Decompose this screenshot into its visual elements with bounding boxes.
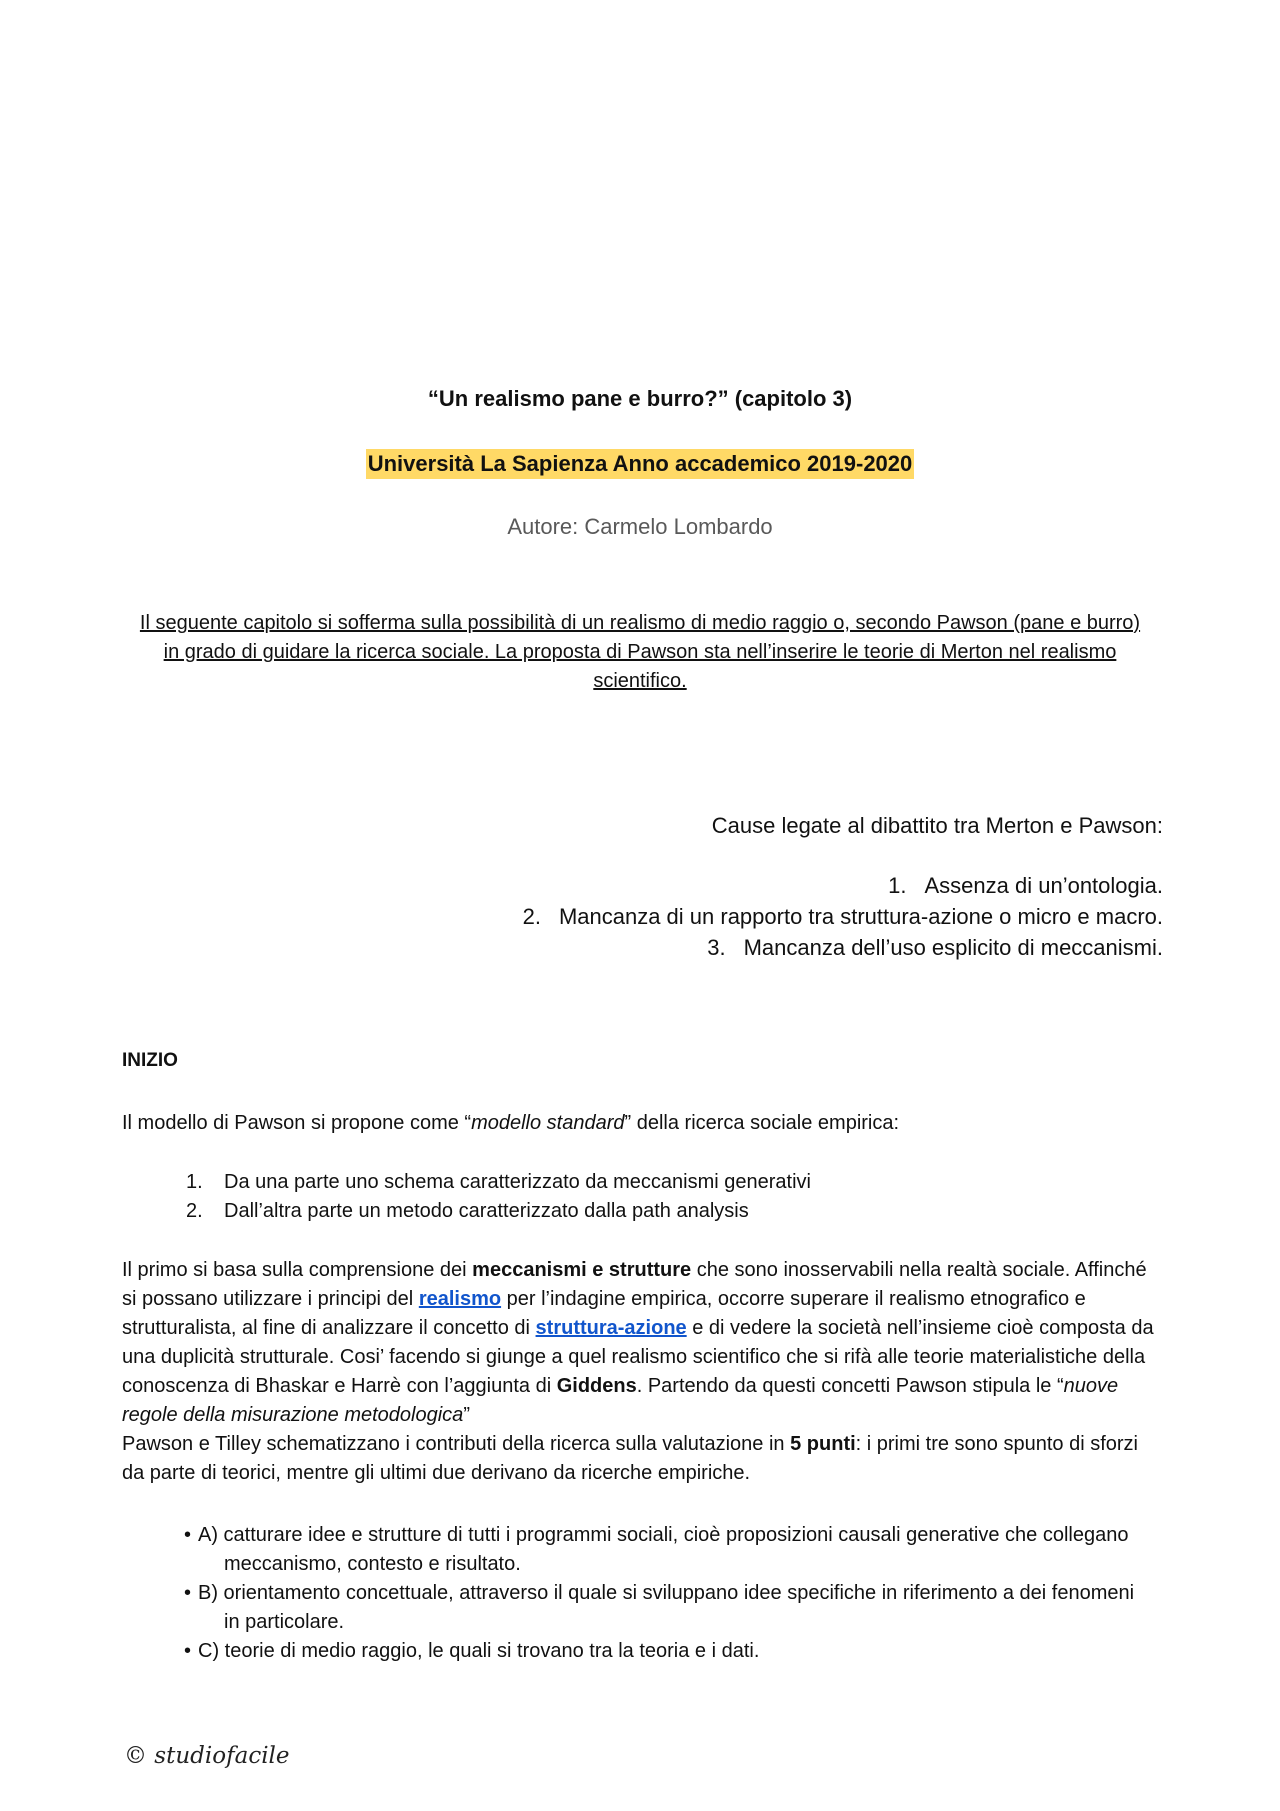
- causes-list-item: 1. Assenza di un’ontologia.: [888, 873, 1163, 898]
- university-line: [0, 449, 1280, 479]
- model-list-item: 1. Da una parte uno schema caratterizzato da meccanismi generativi: [186, 1171, 811, 1193]
- causes-list-item: 3. Mancanza dell’uso esplicito di meccanismi.: [707, 935, 1163, 960]
- realismo-link[interactable]: realismo: [418, 1288, 502, 1310]
- points-list-item: • B) orientamento concettuale, attraverso il quale si sviluppano idee specifiche in riferimento a dei fenomeni in particolare.: [184, 1582, 1135, 1633]
- document-title: “Un realismo pane e burro?” (capitolo 3): [427, 386, 853, 411]
- model-list-item: 2. Dall’altra parte un metodo caratterizzato dalla path analysis: [186, 1200, 749, 1222]
- points-list-item: • C) teorie di medio raggio, le quali si trovano tra la teoria e i dati.: [184, 1640, 760, 1662]
- model-intro-paragraph: Il modello di Pawson si propone come “modello standard” della ricerca sociale empirica:: [122, 1112, 900, 1134]
- body-paragraph: Il primo si basa sulla comprensione dei meccanismi e strutture che sono inosservabili nella realtà sociale. Affinché si possano utilizzare i principi del realismo per l’indagine empirica, occorre superare il realismo etnografico e strutturalista, al fine di analizzare il concetto di struttura-azione e di vedere la società nell’insieme cioè composta da una duplicità strutturale. Cosi’ facendo si giunge a quel realismo scientifico che si rifà alle teorie materialistiche della conoscenza di Bhaskar e Harrè con l’aggiunta di Giddens. Partendo da questi concetti Pawson stipula le “nuove regole della misurazione metodologica” Pawson e Tilley schematizzano i contributi della ricerca sulla valutazione in 5 punti: i primi tre sono spunto di sforzi da parte di teorici, mentre gli ultimi due derivano da ricerche empiriche.: [122, 1259, 1154, 1484]
- intro-paragraph: Il seguente capitolo si sofferma sulla possibilità di un realismo di medio raggio o, secondo Pawson (pane e burro) in grado di guidare la ricerca sociale. La proposta di Pawson sta nell’inserire le teorie di Merton nel realismo scientifico.: [139, 612, 1141, 692]
- points-list-item: • A) catturare idee e strutture di tutti i programmi sociali, cioè proposizioni causali generative che collegano meccanismo, contesto e risultato.: [184, 1524, 1129, 1575]
- points-list: [184, 1521, 1144, 1666]
- causes-list: [523, 870, 1163, 963]
- causes-list-item: 2. Mancanza di un rapporto tra struttura-azione o micro e macro.: [522, 904, 1163, 929]
- section-heading: INIZIO: [122, 1050, 178, 1071]
- copyright-footer: © studiofacile: [124, 1743, 290, 1769]
- model-list: [186, 1168, 811, 1226]
- author-line: Autore: Carmelo Lombardo: [507, 514, 773, 539]
- causes-heading: Cause legate al dibattito tra Merton e Pawson:: [711, 813, 1163, 838]
- struttura-azione-link[interactable]: struttura-azione: [535, 1317, 687, 1339]
- university-highlight: Università La Sapienza Anno accademico 2019-2020: [366, 449, 915, 479]
